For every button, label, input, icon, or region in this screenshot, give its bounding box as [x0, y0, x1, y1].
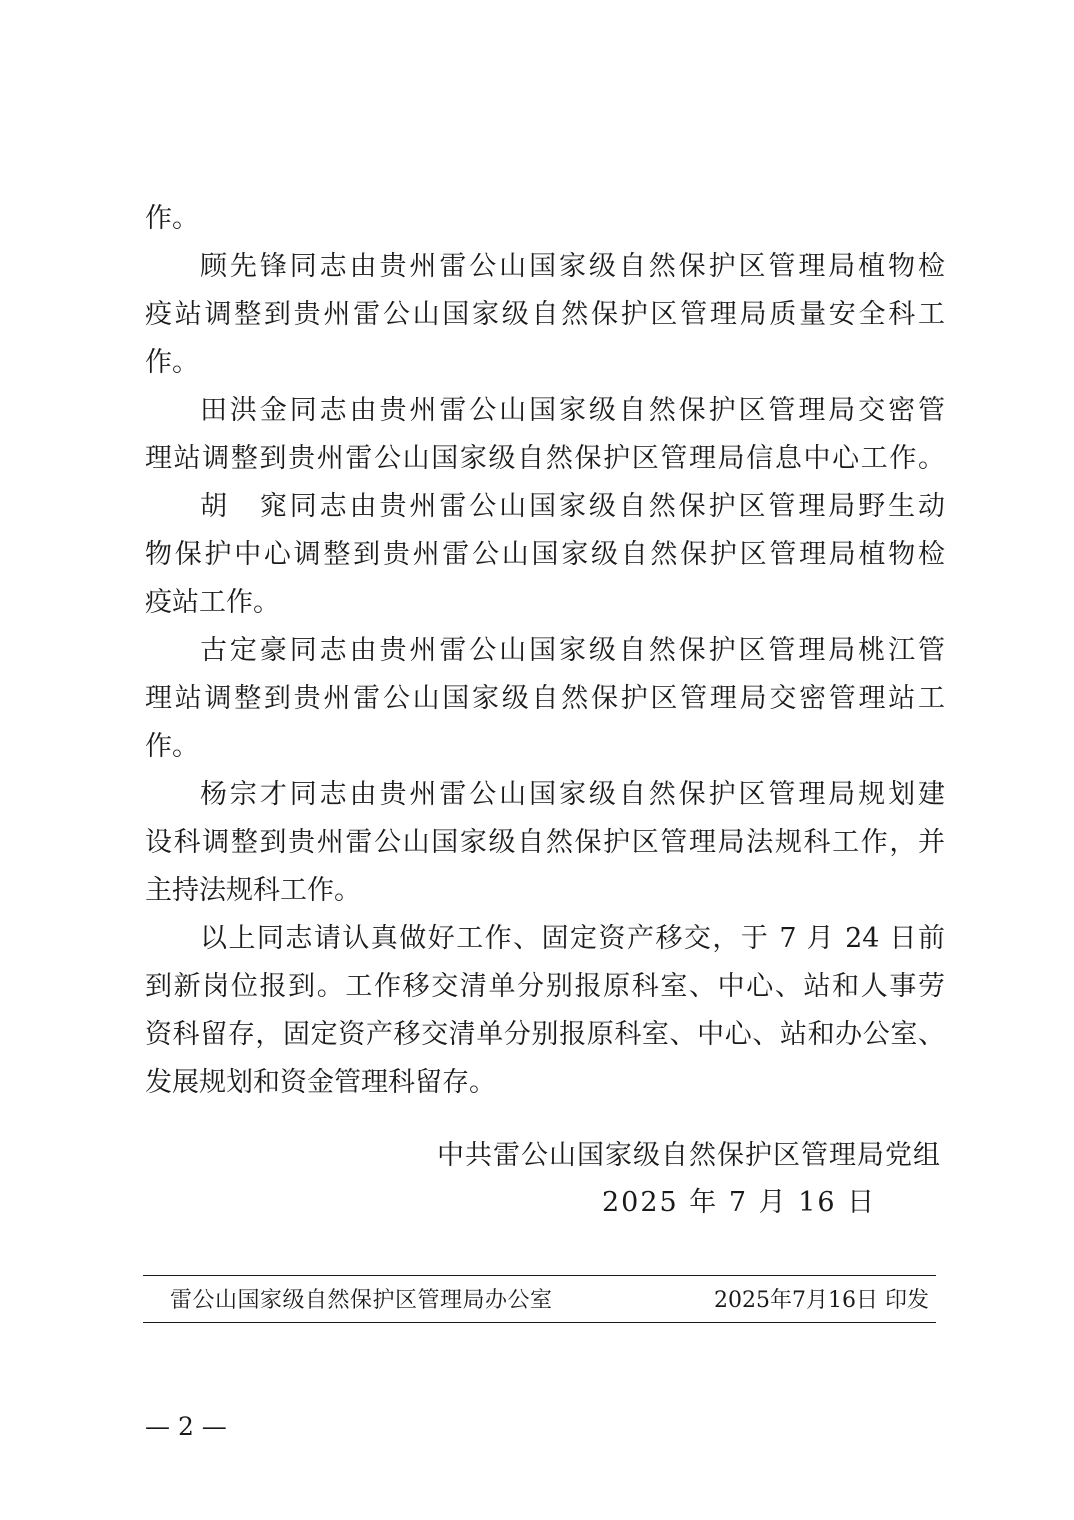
- body-line: 作。: [145, 203, 199, 234]
- footer-issuer: 雷公山国家级自然保护区管理局办公室: [170, 1288, 553, 1313]
- body-line: 杨宗才同志由贵州雷公山国家级自然保护区管理局规划建: [200, 779, 945, 810]
- body-line: 主持法规科工作。: [145, 875, 361, 906]
- footer-top-rule: [143, 1275, 936, 1276]
- body-line: 设科调整到贵州雷公山国家级自然保护区管理局法规科工作，并: [145, 827, 945, 858]
- body-line: 胡 窕同志由贵州雷公山国家级自然保护区管理局野生动: [200, 491, 945, 522]
- body-line: 到新岗位报到。工作移交清单分别报原科室、中心、站和人事劳: [145, 971, 945, 1002]
- body-line: 古定豪同志由贵州雷公山国家级自然保护区管理局桃江管: [200, 635, 945, 666]
- signature-date: 2025 年 7 月 16 日: [602, 1187, 877, 1218]
- body-line: 资科留存，固定资产移交清单分别报原科室、中心、站和办公室、: [145, 1019, 945, 1050]
- body-line: 发展规划和资金管理科留存。: [145, 1067, 496, 1098]
- body-line: 疫站调整到贵州雷公山国家级自然保护区管理局质量安全科工: [145, 299, 945, 330]
- footer-bottom-rule: [143, 1322, 936, 1323]
- body-line: 以上同志请认真做好工作、固定资产移交，于 7 月 24 日前: [200, 923, 945, 954]
- footer-print-date: 2025年7月16日 印发: [714, 1288, 929, 1313]
- body-line: 理站调整到贵州雷公山国家级自然保护区管理局信息中心工作。: [145, 443, 945, 474]
- body-line: 物保护中心调整到贵州雷公山国家级自然保护区管理局植物检: [145, 539, 945, 570]
- body-line: 作。: [145, 731, 199, 762]
- page-number: — 2 —: [145, 1412, 227, 1441]
- body-line: 理站调整到贵州雷公山国家级自然保护区管理局交密管理站工: [145, 683, 945, 714]
- signature-organization: 中共雷公山国家级自然保护区管理局党组: [437, 1140, 941, 1171]
- body-line: 疫站工作。: [145, 587, 280, 618]
- body-line: 顾先锋同志由贵州雷公山国家级自然保护区管理局植物检: [200, 251, 945, 282]
- body-line: 作。: [145, 347, 199, 378]
- body-line: 田洪金同志由贵州雷公山国家级自然保护区管理局交密管: [200, 395, 945, 426]
